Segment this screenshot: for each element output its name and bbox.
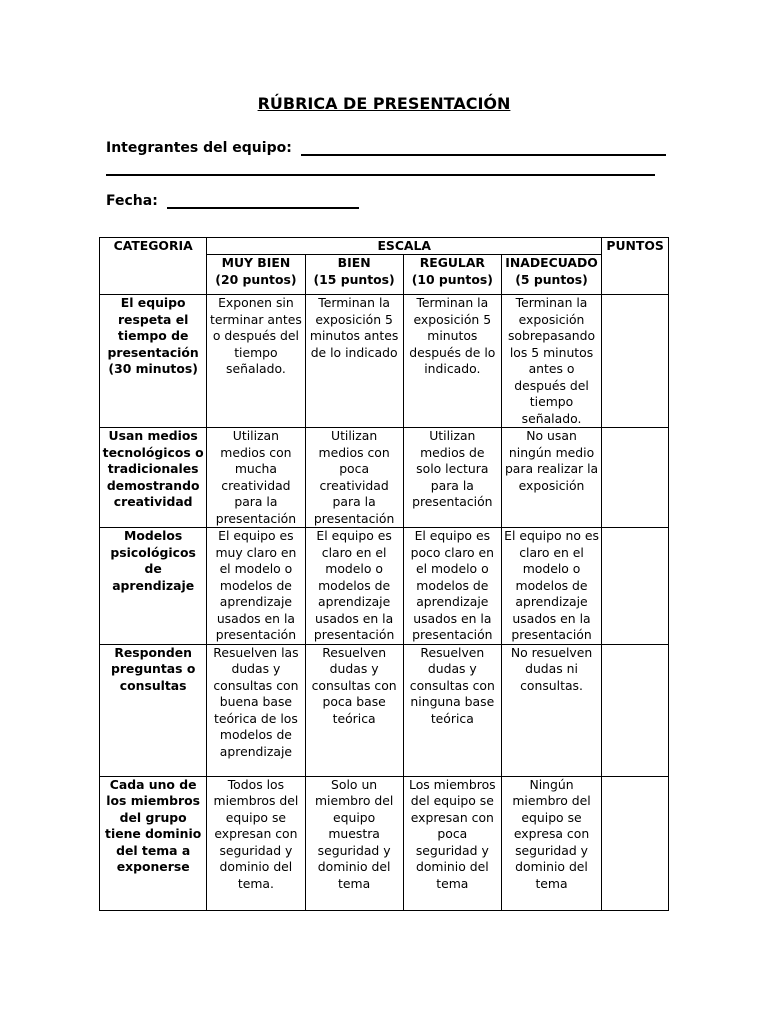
category-cell: Cada uno de los miembros del grupo tiene dominio del tema a exponerse: [100, 776, 207, 910]
level-points: (15 puntos): [313, 271, 395, 287]
criteria-cell: Terminan la exposición 5 minutos después de lo indicado.: [403, 295, 501, 428]
level-points: (5 puntos): [515, 271, 588, 287]
header-level-regular: [403, 255, 501, 295]
points-cell[interactable]: [602, 644, 669, 776]
level-name: BIEN: [337, 255, 371, 270]
category-cell: Usan medios tecnológicos o tradicionales demostrando creatividad: [100, 428, 207, 528]
criteria-cell: Utilizan medios con mucha creatividad para la presentación: [207, 428, 305, 528]
criteria-cell: Los miembros del equipo se expresan con poca seguridad y dominio del tema: [403, 776, 501, 910]
level-points: (20 puntos): [215, 271, 297, 287]
header-scale: ESCALA: [207, 238, 602, 255]
team-members-field: [106, 140, 666, 156]
header-level-muy-bien: [207, 255, 305, 295]
points-cell[interactable]: [602, 528, 669, 645]
table-row: [100, 644, 669, 776]
criteria-cell: Resuelven dudas y consultas con ninguna base teórica: [403, 644, 501, 776]
header-level-inadecuado: [501, 255, 601, 295]
date-blank[interactable]: [167, 193, 359, 209]
category-cell: El equipo respeta el tiempo de presentación (30 minutos): [100, 295, 207, 428]
date-label: Fecha:: [106, 193, 158, 209]
criteria-cell: Resuelven dudas y consultas con poca base teórica: [305, 644, 403, 776]
points-cell[interactable]: [602, 295, 669, 428]
criteria-cell: No resuelven dudas ni consultas.: [501, 644, 601, 776]
criteria-cell: El equipo es claro en el modelo o modelos de aprendizaje usados en la presentación: [305, 528, 403, 645]
category-cell: Responden preguntas o consultas: [100, 644, 207, 776]
header-category: CATEGORIA: [100, 238, 207, 295]
criteria-cell: El equipo es poco claro en el modelo o modelos de aprendizaje usados en la presentación: [403, 528, 501, 645]
criteria-cell: Exponen sin terminar antes o después del tiempo señalado.: [207, 295, 305, 428]
team-members-blank-line-2[interactable]: [106, 164, 655, 176]
level-points: (10 puntos): [411, 271, 493, 287]
category-cell: Modelos psicológicos de aprendizaje: [100, 528, 207, 645]
criteria-cell: No usan ningún medio para realizar la exposición: [501, 428, 601, 528]
header-points: PUNTOS: [602, 238, 669, 295]
criteria-cell: Solo un miembro del equipo muestra seguridad y dominio del tema: [305, 776, 403, 910]
level-name: MUY BIEN: [221, 255, 291, 270]
table-row: [100, 428, 669, 528]
criteria-cell: Terminan la exposición 5 minutos antes de lo indicado: [305, 295, 403, 428]
criteria-cell: Todos los miembros del equipo se expresan con seguridad y dominio del tema.: [207, 776, 305, 910]
criteria-cell: El equipo no es claro en el modelo o modelos de aprendizaje usados en la presentación: [501, 528, 601, 645]
points-cell[interactable]: [602, 428, 669, 528]
table-row: [100, 776, 669, 910]
points-cell[interactable]: [602, 776, 669, 910]
criteria-cell: Utilizan medios de solo lectura para la presentación: [403, 428, 501, 528]
criteria-cell: El equipo es muy claro en el modelo o modelos de aprendizaje usados en la presentación: [207, 528, 305, 645]
table-row: [100, 528, 669, 645]
date-field: [106, 193, 359, 209]
team-members-label: Integrantes del equipo:: [106, 140, 292, 156]
criteria-cell: Resuelven las dudas y consultas con buena base teórica de los modelos de aprendizaje: [207, 644, 305, 776]
rubric-table: [99, 237, 669, 911]
criteria-cell: Terminan la exposición sobrepasando los 5 minutos antes o después del tiempo señalado.: [501, 295, 601, 428]
level-name: INADECUADO: [505, 255, 598, 270]
table-row: [100, 295, 669, 428]
level-name: REGULAR: [419, 255, 485, 270]
criteria-cell: Utilizan medios con poca creatividad para la presentación: [305, 428, 403, 528]
page-title: RÚBRICA DE PRESENTACIÓN: [257, 94, 511, 113]
team-members-blank[interactable]: [301, 140, 666, 156]
criteria-cell: Ningún miembro del equipo se expresa con seguridad y dominio del tema: [501, 776, 601, 910]
header-level-bien: [305, 255, 403, 295]
